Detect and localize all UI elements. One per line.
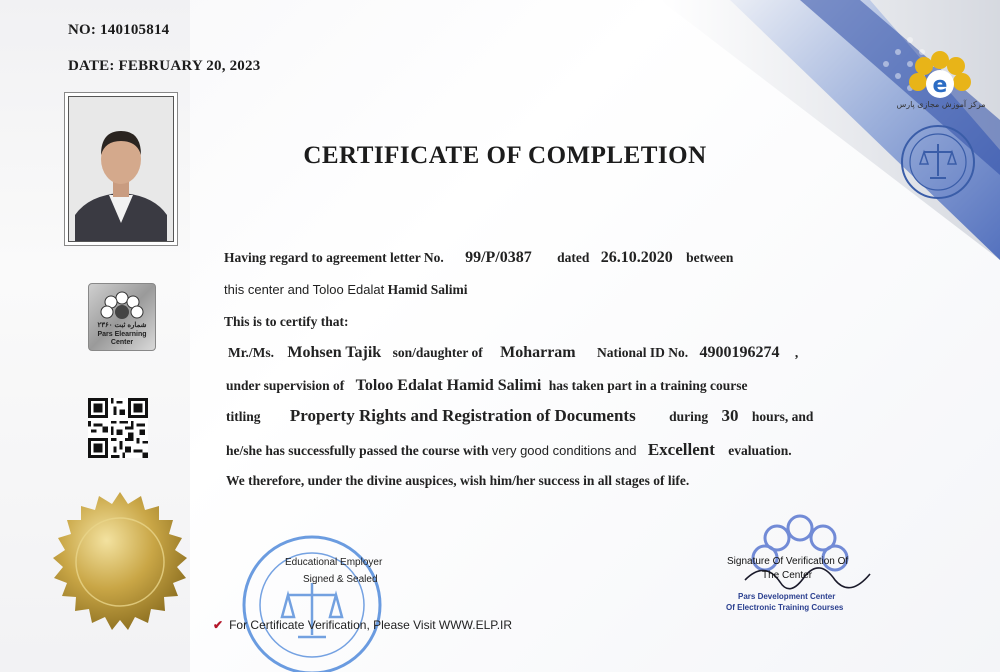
hours-suffix: hours, and: [751, 409, 814, 424]
letter-number: 99/P/0387: [465, 249, 532, 266]
checkmark-icon: ✔: [213, 618, 224, 632]
hours-value: 30: [721, 406, 739, 425]
between-word: between: [686, 250, 734, 265]
body-line-4: [228, 344, 798, 362]
conditions-text: very good conditions and: [491, 443, 637, 458]
son-of-label: son/daughter of: [392, 345, 483, 360]
stamp-line-1: Educational Employer: [285, 557, 383, 568]
org-line-1: Pars Development Center: [738, 592, 836, 601]
grade: Excellent: [647, 440, 715, 459]
during-word: during: [669, 409, 709, 424]
supervisor-name: Toloo Edalat Hamid Salimi: [355, 377, 542, 394]
comma: ,: [794, 345, 799, 360]
father-name: Moharram: [500, 344, 576, 361]
titling-word: titling: [226, 409, 261, 424]
evaluation-word: evaluation.: [728, 443, 792, 458]
signature-caption-1: Signature Of Verification Of: [727, 556, 849, 567]
certificate-date: DATE: FEBRUARY 20, 2023: [68, 58, 261, 74]
org-line-2: Of Electronic Training Courses: [726, 603, 844, 612]
pars-logo: [900, 42, 980, 122]
verification-footer: [213, 618, 512, 632]
gold-seal: [48, 490, 192, 634]
certificate-number: NO: 140105814: [68, 22, 170, 38]
certify-line: This is to certify that:: [224, 314, 349, 329]
body-line-7: [226, 440, 792, 460]
supervision-suffix: has taken part in a training course: [548, 378, 748, 393]
center-text: this center and Toloo Edalat: [224, 282, 385, 297]
mr-ms-label: Mr./Ms.: [228, 345, 274, 360]
body-line-6: [226, 406, 813, 426]
body-line-2: [224, 282, 467, 298]
stamp-line-2: Signed & Sealed: [303, 574, 378, 585]
course-title: Property Rights and Registration of Documents: [289, 406, 636, 425]
hologram-registration: شماره ثبت ۲۳۶۰: [97, 322, 147, 329]
qr-code: [88, 398, 148, 458]
closing-line: We therefore, under the divine auspices, wish him/her success in all stages of life.: [226, 473, 690, 488]
passed-prefix: he/she has successfully passed the course with: [226, 443, 489, 458]
body-line-5: [226, 377, 747, 395]
student-name: Mohsen Tajik: [287, 344, 382, 361]
svg-text:e: e: [932, 73, 948, 98]
national-id-label: National ID No.: [597, 345, 689, 360]
dated-word: dated: [557, 250, 590, 265]
body-line-1: [224, 249, 733, 267]
supervision-prefix: under supervision of: [226, 378, 345, 393]
center-person-name: Hamid Salimi: [387, 282, 468, 297]
certificate-title: CERTIFICATE OF COMPLETION: [303, 142, 707, 169]
hologram-label-2: Center: [110, 339, 134, 346]
employer-stamp: [230, 525, 395, 672]
verification-text[interactable]: For Certificate Verification, Please Visit WWW.ELP.IR: [229, 618, 513, 632]
hologram-label-1: Pars Elearning: [97, 331, 147, 338]
letter-date: 26.10.2020: [600, 249, 673, 266]
signature-caption-2: The Center: [762, 570, 813, 581]
logo-caption: مرکز آموزش مجازی پارس: [896, 100, 986, 109]
hologram-sticker: [88, 283, 156, 351]
national-id-value: 4900196274: [699, 344, 780, 361]
agreement-prefix: Having regard to agreement letter No.: [224, 250, 444, 265]
